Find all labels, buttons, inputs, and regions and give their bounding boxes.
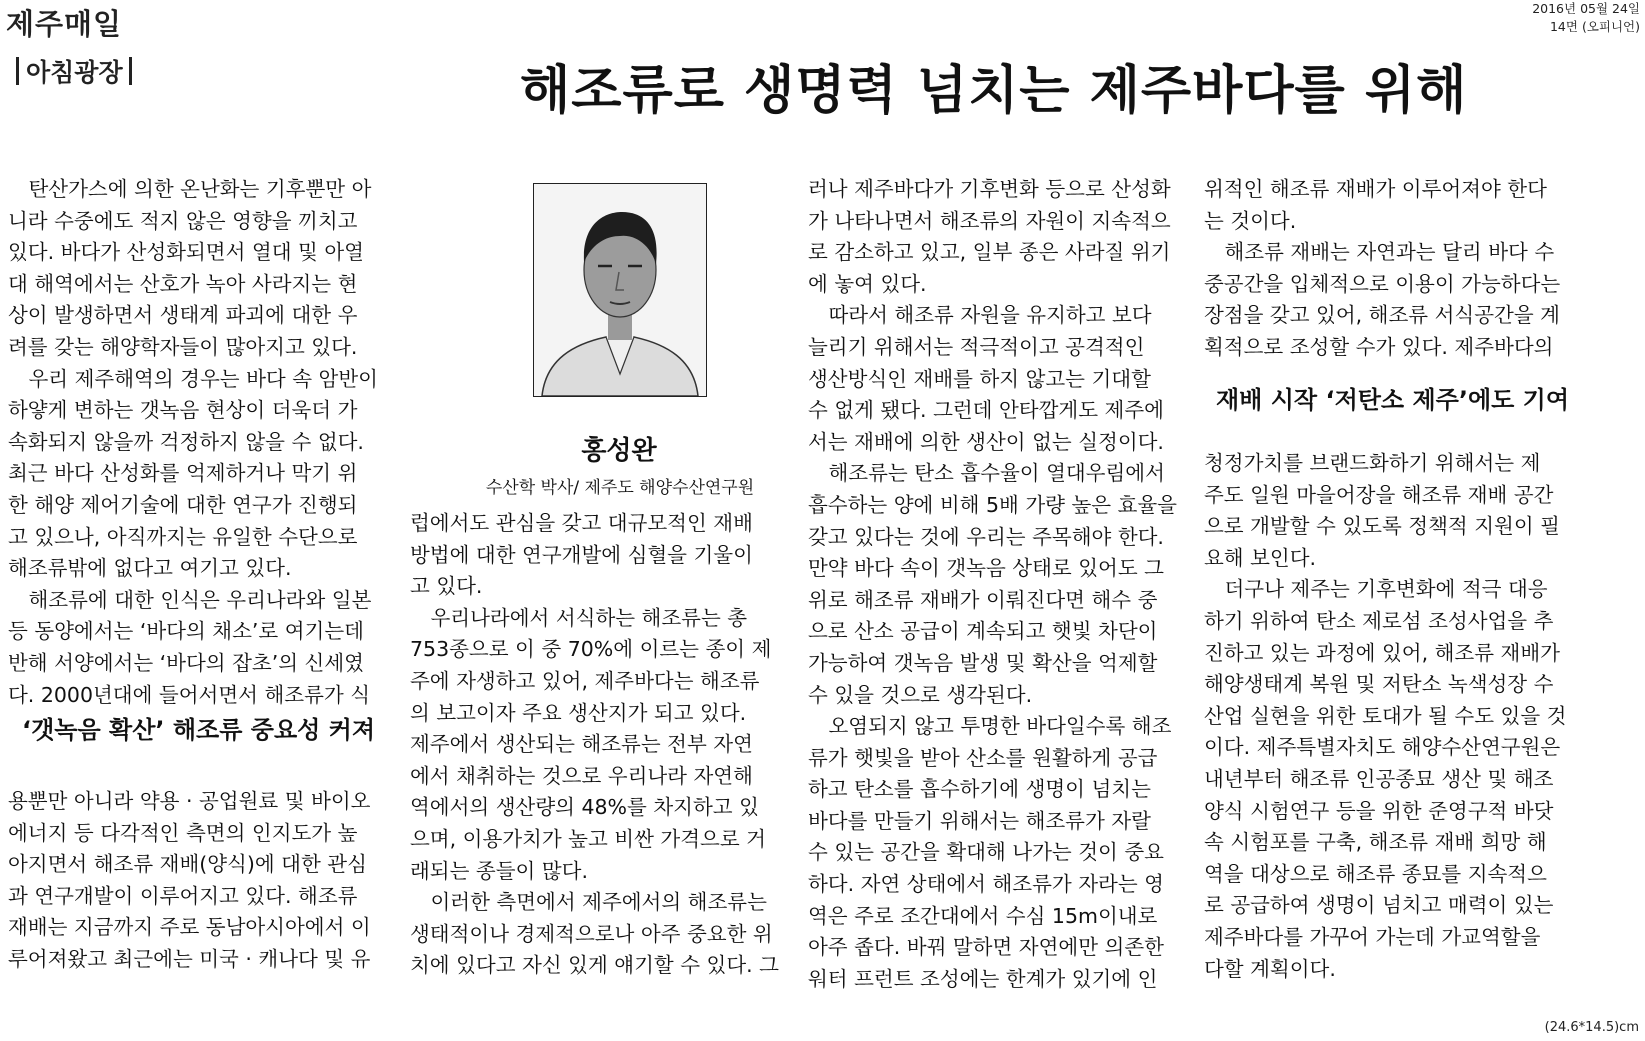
text-line: 흡수하는 양에 비해 5배 가량 높은 효율을 [808, 492, 1177, 517]
column-section-label [16, 53, 133, 89]
text-line: 하고 탄소를 흡수하기에 생명이 넘치는 [808, 777, 1151, 802]
text-line: 서는 재배에 의한 생산이 없는 실정이다. [808, 429, 1164, 454]
text-line: 수 있는 공간을 확대해 나가는 것이 중요 [808, 840, 1164, 865]
section-bar-right [129, 57, 132, 85]
author-photo [533, 183, 707, 397]
publication-meta [1532, 0, 1640, 36]
newspaper-logo: 제주매일 [6, 7, 123, 41]
section-bar-left [16, 57, 19, 85]
text-line: 러나 제주바다가 기후변화 등으로 산성화 [808, 177, 1171, 201]
text-line: 753종으로 이 중 70%에 이르는 종이 제 [410, 637, 772, 662]
text-line: 역은 주로 조간대에서 수심 15m이내로 [808, 903, 1158, 928]
text-line: 상이 발생하면서 생태계 파괴에 대한 우 [8, 303, 358, 328]
text-line: 가능하여 갯녹음 발생 및 확산을 억제할 [808, 650, 1158, 675]
col4-block2 [1204, 448, 1599, 985]
text-line: 한 해양 제어기술에 대한 연구가 진행되 [8, 492, 358, 517]
text-line: 등 동양에서는 ‘바다의 채소’로 여기는데 [8, 619, 364, 644]
text-line: 제주바다를 가꾸어 가는데 가교역할을 [1204, 924, 1541, 949]
text-line: 역을 대상으로 해조류 종묘를 지속적으 [1204, 861, 1547, 886]
text-line: 루어져왔고 최근에는 미국 · 캐나다 및 유 [8, 946, 371, 971]
article-column-4 [1204, 174, 1599, 364]
text-line: 생태적이나 경제적으로나 아주 중요한 위 [410, 921, 773, 946]
article-column-3 [808, 174, 1203, 995]
text-line: 해조류는 탄소 흡수율이 열대우림에서 [808, 461, 1165, 486]
text-line: 해조류에 대한 인식은 우리나라와 일본 [8, 587, 372, 612]
text-line: 만약 바다 속이 갯녹음 상태로 있어도 그 [808, 556, 1164, 581]
text-line: 늘리기 위해서는 적극적이고 공격적인 [808, 334, 1145, 359]
text-line: 내년부터 해조류 인공종묘 생산 및 해조 [1204, 766, 1554, 791]
page-section-label: 14면 (오피니언) [1549, 19, 1640, 34]
author-name: 홍성완 [581, 436, 657, 466]
text-line: 역에서의 생산량의 48%를 차지하고 있 [410, 795, 759, 820]
text-line: 하다. 자연 상태에서 해조류가 자라는 영 [808, 872, 1164, 897]
text-line: 다할 계획이다. [1204, 956, 1336, 981]
text-line: 해양생태계 복원 및 저탄소 녹색성장 수 [1204, 672, 1554, 697]
text-line: 에 놓여 있다. [808, 271, 927, 296]
text-line: 오염되지 않고 투명한 바다일수록 해조 [808, 714, 1172, 739]
publication-date: 2016년 05월 24일 [1532, 1, 1640, 16]
author-portrait-image [534, 184, 706, 396]
text-line: 려를 갖는 해양학자들이 많아지고 있다. [8, 334, 358, 359]
text-line: 수 있을 것으로 생각된다. [808, 682, 1033, 707]
text-line: 속 시험포를 구축, 해조류 재배 희망 해 [1204, 830, 1547, 855]
text-line: 진하고 있는 과정에 있어, 해조류 재배가 [1204, 640, 1560, 665]
text-line: 방법에 대한 연구개발에 심혈을 기울이 [410, 542, 753, 567]
text-line: 양식 시험연구 등을 위한 준영구적 바닷 [1204, 798, 1554, 823]
text-line: 청정가치를 브랜드화하기 위해서는 제 [1204, 451, 1541, 475]
text-line: 제주에서 생산되는 해조류는 전부 자연 [410, 732, 753, 757]
text-line: 는 것이다. [1204, 208, 1297, 233]
text-line: 속화되지 않을까 걱정하지 않을 수 없다. [8, 429, 364, 454]
text-line: 해조류 재배는 자연과는 달리 바다 수 [1204, 240, 1555, 265]
text-line: 수 없게 됐다. 그런데 안타깝게도 제주에 [808, 398, 1164, 423]
text-line: 가 나타나면서 해조류의 자원이 지속적으 [808, 208, 1171, 233]
text-line: 아주 좁다. 바꿔 말하면 자연에만 의존한 [808, 935, 1164, 960]
text-line: 하얗게 변하는 갯녹음 현상이 더욱더 가 [8, 398, 358, 423]
col2-lines [410, 508, 805, 982]
text-line: 에서 채취하는 것으로 우리나라 자연해 [410, 763, 753, 788]
text-line: 고 있으나, 아직까지는 유일한 수단으로 [8, 524, 358, 549]
col1-block2 [8, 786, 403, 976]
text-line: 으며, 이용가치가 높고 비싼 가격으로 거 [410, 826, 766, 851]
text-line: 반해 서양에서는 ‘바다의 잡초’의 신세였 [8, 650, 364, 675]
text-line: 더구나 제주는 기후변화에 적극 대응 [1204, 577, 1548, 602]
text-line: 럽에서도 관심을 갖고 대규모적인 재배 [410, 511, 753, 535]
article-size-note: (24.6*14.5)cm [1544, 1020, 1639, 1035]
text-line: 다. 2000년대에 들어서면서 해조류가 식 [8, 682, 370, 707]
text-line: 에너지 등 다각적인 측면의 인지도가 높 [8, 820, 358, 845]
text-line: 주에 자생하고 있어, 제주바다는 해조류 [410, 668, 760, 693]
text-line: 로 감소하고 있고, 일부 종은 사라질 위기 [808, 240, 1171, 265]
col1-block1 [8, 174, 403, 711]
text-line: 의 보고이자 주요 생산지가 되고 있다. [410, 700, 747, 725]
section-name: 아침광장 [26, 58, 123, 87]
text-line: 우리 제주해역의 경우는 바다 속 암반이 [8, 366, 378, 391]
text-line: 탄산가스에 의한 온난화는 기후뿐만 아 [8, 177, 372, 201]
text-line: 위로 해조류 재배가 이뤄진다면 해수 중 [808, 587, 1158, 612]
article-column-1-continued [8, 786, 403, 976]
text-line: 과 연구개발이 이루어지고 있다. 해조류 [8, 883, 358, 908]
text-line: 으로 개발할 수 있도록 정책적 지원이 필 [1204, 514, 1560, 539]
text-line: 따라서 해조류 자원을 유지하고 보다 [808, 303, 1152, 328]
text-line: 워터 프런트 조성에는 한계가 있기에 인 [808, 966, 1158, 991]
text-line: 대 해역에서는 산호가 녹아 사라지는 현 [8, 271, 358, 296]
article-subhead-1: ‘갯녹음 확산’ 해조류 중요성 커져 [22, 716, 376, 744]
text-line: 용뿐만 아니라 약용 · 공업원료 및 바이오 [8, 789, 371, 813]
author-title: 수산학 박사/ 제주도 해양수산연구원 [485, 478, 755, 498]
text-line: 바다를 만들기 위해서는 해조류가 자랄 [808, 808, 1151, 833]
text-line: 위적인 해조류 재배가 이루어져야 한다 [1204, 177, 1547, 201]
text-line: 재배는 지금까지 주로 동남아시아에서 이 [8, 915, 371, 940]
article-column-2 [410, 508, 805, 982]
text-line: 니라 수중에도 적지 않은 영향을 끼치고 [8, 208, 358, 233]
article-headline: 해조류로 생명력 넘치는 제주바다를 위해 [520, 61, 1468, 121]
text-line: 있다. 바다가 산성화되면서 열대 및 아열 [8, 240, 364, 265]
text-line: 생산방식인 재배를 하지 않고는 기대할 [808, 366, 1151, 391]
text-line: 산업 실현을 위한 토대가 될 수도 있을 것 [1204, 703, 1567, 728]
text-line: 치에 있다고 자신 있게 얘기할 수 있다. 그 [410, 953, 779, 978]
text-line: 획적으로 조성할 수가 있다. 제주바다의 [1204, 334, 1554, 359]
text-line: 중공간을 입체적으로 이용이 가능하다는 [1204, 271, 1561, 296]
text-line: 이러한 측면에서 제주에서의 해조류는 [410, 890, 767, 915]
text-line: 해조류밖에 없다고 여기고 있다. [8, 556, 292, 581]
article-subhead-2: 재배 시작 ‘저탄소 제주’에도 기여 [1216, 386, 1570, 414]
col4-block1 [1204, 174, 1599, 364]
text-line: 최근 바다 산성화를 억제하거나 막기 위 [8, 461, 358, 486]
text-line: 이다. 제주특별자치도 해양수산연구원은 [1204, 735, 1561, 760]
text-line: 갖고 있다는 것에 우리는 주목해야 한다. [808, 524, 1164, 549]
text-line: 주도 일원 마을어장을 해조류 재배 공간 [1204, 482, 1554, 507]
text-line: 으로 산소 공급이 계속되고 햇빛 차단이 [808, 619, 1158, 644]
text-line: 우리나라에서 서식하는 해조류는 총 [410, 605, 748, 630]
text-line: 아지면서 해조류 재배(양식)에 대한 관심 [8, 852, 367, 877]
text-line: 하기 위하여 탄소 제로섬 조성사업을 추 [1204, 608, 1554, 633]
text-line: 로 공급하여 생명이 넘치고 매력이 있는 [1204, 893, 1554, 918]
text-line: 요해 보인다. [1204, 545, 1317, 570]
text-line: 고 있다. [410, 574, 483, 599]
article-column-1 [8, 174, 403, 711]
text-line: 장점을 갖고 있어, 해조류 서식공간을 계 [1204, 303, 1560, 328]
text-line: 래되는 종들이 많다. [410, 858, 588, 883]
col3-lines [808, 174, 1203, 995]
text-line: 류가 햇빛을 받아 산소를 원활하게 공급 [808, 745, 1158, 770]
article-column-4-continued [1204, 448, 1599, 985]
